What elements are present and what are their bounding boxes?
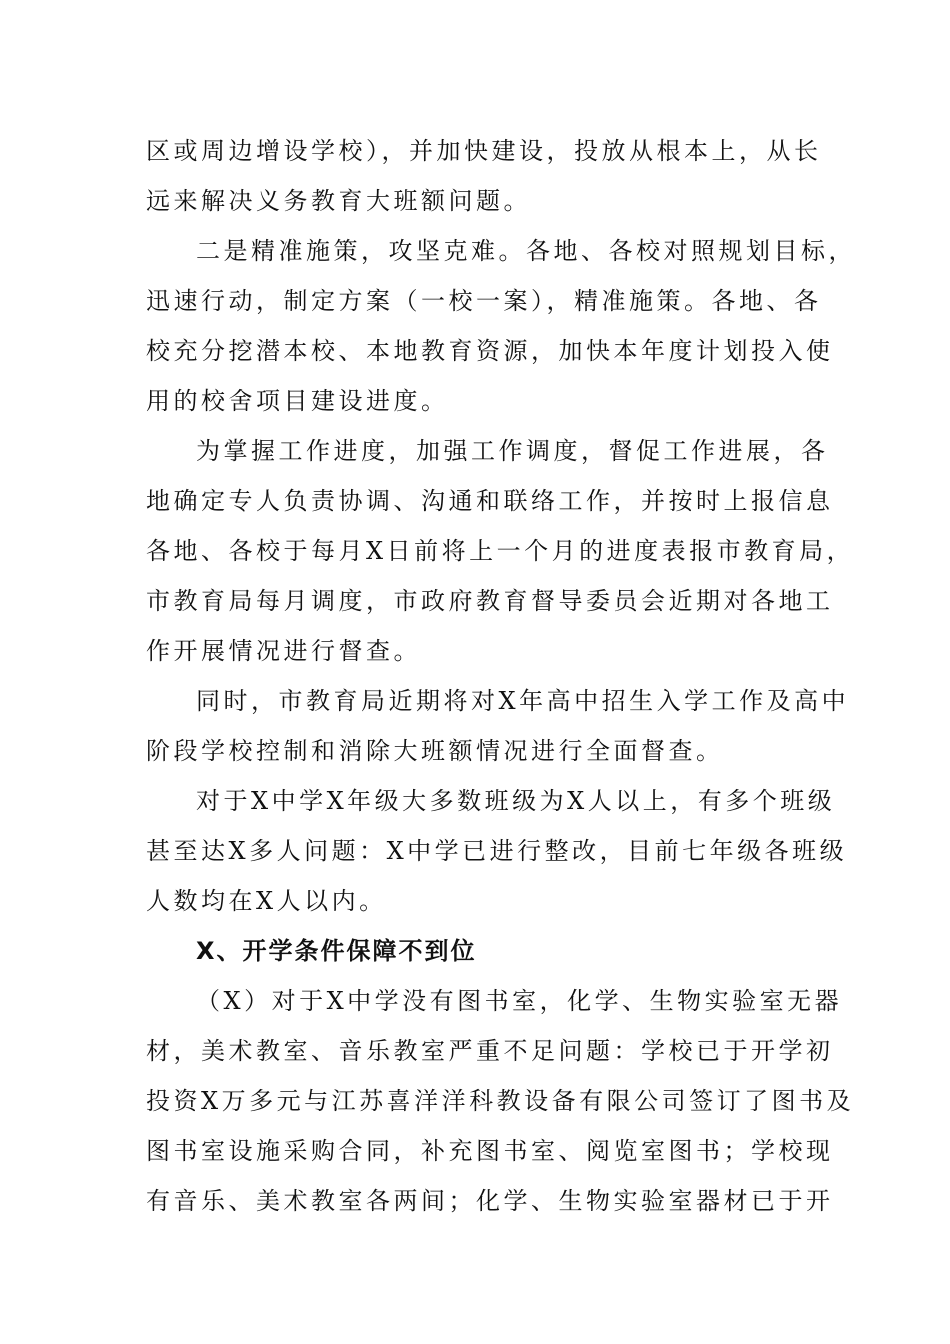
paragraph-start-line: 对于X中学X年级大多数班级为X人以上，有多个班级 <box>196 787 836 815</box>
text-line: 甚至达X多人问题：X中学已进行整改，目前七年级各班级 <box>146 837 848 865</box>
text-line: 市教育局每月调度，市政府教育督导委员会近期对各地工 <box>146 587 834 615</box>
text-line: 作开展情况进行督查。 <box>146 637 421 665</box>
text-line: 区或周边增设学校），并加快建设，投放从根本上，从长 <box>146 137 822 165</box>
paragraph-start-line: 二是精准施策，攻坚克难。各地、各校对照规划目标， <box>196 237 856 265</box>
text-line: 校充分挖潜本校、本地教育资源，加快本年度计划投入使 <box>146 337 834 365</box>
section-heading: X、开学条件保障不到位 <box>196 937 477 965</box>
text-line: 地确定专人负责协调、沟通和联络工作，并按时上报信息 <box>146 487 834 515</box>
paragraph-start-line: 同时，市教育局近期将对X年高中招生入学工作及高中 <box>196 687 850 715</box>
text-line: 迅速行动，制定方案（一校一案），精准施策。各地、各 <box>146 287 822 315</box>
text-line: 有音乐、美术教室各两间；化学、生物实验室器材已于开 <box>146 1187 834 1215</box>
paragraph-start-line: 为掌握工作进度，加强工作调度，督促工作进展，各 <box>196 437 829 465</box>
text-line: 各地、各校于每月X日前将上一个月的进度表报市教育局， <box>146 537 855 565</box>
text-line: 投资X万多元与江苏喜洋洋科教设备有限公司签订了图书及 <box>146 1087 855 1115</box>
text-line: 材，美术教室、音乐教室严重不足问题：学校已于开学初 <box>146 1037 834 1065</box>
text-line: 人数均在X人以内。 <box>146 887 387 915</box>
text-line: 用的校舍项目建设进度。 <box>146 387 449 415</box>
paragraph-start-line: （X）对于X中学没有图书室，化学、生物实验室无器 <box>196 987 843 1015</box>
text-line: 远来解决义务教育大班额问题。 <box>146 187 531 215</box>
document-body <box>146 126 856 1226</box>
text-line: 图书室设施采购合同，补充图书室、阅览室图书；学校现 <box>146 1137 834 1165</box>
text-line: 阶段学校控制和消除大班额情况进行全面督查。 <box>146 737 724 765</box>
